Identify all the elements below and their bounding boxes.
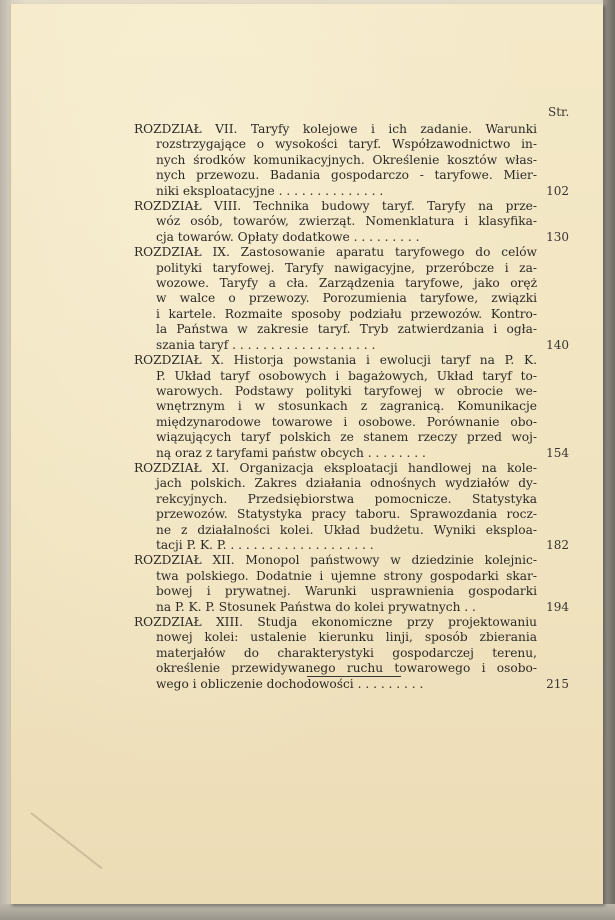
toc-entry-line: la Państwa w zakresie taryf. Tryb zatwierdzania i ogła- [156,322,537,337]
toc-page-number: 215 [546,676,569,691]
toc-entry-line: polityki taryfowej. Taryfy nawigacyjne, przeróbcze i za- [156,260,537,275]
toc-entry-heading-line: ROZDZIAŁ XI. Organizacja eksploatacji handlowej na kole- [134,460,537,475]
toc-entry-line: ną oraz z taryfami państw obcych . . . . . . . . [156,445,426,460]
book-page-edge [603,0,615,920]
toc-entry-line: rekcyjnych. Przedsiębiorstwa pomocnicze. Statystyka [156,491,537,506]
toc-entry-heading-line: ROZDZIAŁ VIII. Technika budowy taryf. Taryfy na prze- [134,199,537,214]
toc-entry-line: warowych. Podstawy polityki taryfowej w obrocie we- [156,383,537,398]
toc-entry-line: nowej kolei: ustalenie kierunku linji, sposób zbierania [156,630,537,645]
toc-entry-line: cja towarów. Opłaty dodatkowe . . . . . . . . . [156,229,420,244]
toc-page-number: 130 [546,229,569,244]
toc-entry-line: twa polskiego. Dodatnie i ujemne strony gospodarki skar- [156,568,537,583]
toc-entry-heading-line: ROZDZIAŁ XIII. Studja ekonomiczne przy projektowaniu [134,615,537,629]
toc-entry-line: bowej i prywatnej. Warunki usprawnienia gospodarki [156,584,537,599]
toc-entry-line: w walce o przewozy. Porozumienia taryfowe, związki [156,291,537,306]
toc-entry-line: nych środków komunikacyjnych. Określenie kosztów włas- [156,152,537,167]
toc-entry-line: określenie przewidywanego ruchu towarowego i osobo- [156,661,537,676]
table-of-contents [11,122,603,692]
toc-entry [134,553,569,615]
toc-entry-line: tacji P. K. P. . . . . . . . . . . . . . . . . . . . [156,537,374,552]
paper-crease [30,812,102,869]
toc-entry-line: szania taryf . . . . . . . . . . . . . . . . . . . [156,337,376,352]
toc-page-number: 102 [546,183,569,198]
toc-entry-line: wnętrznym i w stosunkach z zagranicą. Komunikacje [156,399,537,414]
toc-entry-line: jach polskich. Zakres działania odnośnych wydziałów dy- [156,476,537,491]
toc-entry-line: wóz osób, towarów, zwierząt. Nomenklatura i klasyfika- [156,214,537,229]
toc-entry [134,460,569,553]
toc-entry [134,122,569,199]
toc-entry-line: i kartele. Rozmaite sposoby podziału przewozów. Kontro- [156,306,537,321]
toc-entry [134,615,569,692]
page-column-label: Str. [548,105,570,119]
book-page [10,4,603,904]
toc-entry-line: na P. K. P. Stosunek Państwa do kolei prywatnych . . [156,599,476,614]
toc-entry [134,245,569,353]
toc-entry [134,353,569,461]
toc-entry-line: wozowe. Taryfy a cła. Zarządzenia taryfowe, jako oręż [156,276,537,291]
toc-page-number: 194 [546,599,569,614]
toc-entry-line: międzynarodowe towarowe i osobowe. Porównanie obo- [156,414,537,429]
toc-page-number: 140 [546,337,569,352]
toc-entry-line: ne z działalności kolei. Układ budżetu. Wyniki eksploa- [156,522,537,537]
toc-entry-line: niki eksploatacyjne . . . . . . . . . . . . . . [156,183,384,198]
toc-entry-heading-line: ROZDZIAŁ VII. Taryfy kolejowe i ich zadanie. Warunki [134,122,537,136]
toc-entry-line: przewozów. Statystyka pracy taboru. Sprawozdania rocz- [156,507,537,522]
toc-entry-line: P. Układ taryf osobowych i bagażowych, Układ taryf to- [156,368,537,383]
toc-page-number: 182 [546,537,569,552]
toc-page-number: 154 [546,445,569,460]
toc-entry-line: wiązujących taryf polskich ze stanem rzeczy przed woj- [156,430,537,445]
toc-entry-heading-line: ROZDZIAŁ X. Historja powstania i ewolucji taryf na P. K. [134,353,537,368]
toc-entry-line: nych przewozu. Badania gospodarczo - taryfowe. Mier- [156,168,537,183]
toc-entry [134,199,569,245]
book-bottom-edge [0,904,615,920]
toc-entry-heading-line: ROZDZIAŁ IX. Zastosowanie aparatu taryfowego do celów [134,245,537,260]
toc-entry-heading-line: ROZDZIAŁ XII. Monopol państwowy w dziedzinie kolejnic- [134,553,537,568]
toc-entry-line: wego i obliczenie dochodowości . . . . . . . . . [156,676,424,691]
end-rule [307,676,401,677]
toc-entry-line: rozstrzygające o wysokości taryf. Współzawodnictwo in- [156,137,537,152]
toc-entry-line: materjałów do charakterystyki gospodarczej terenu, [156,645,537,660]
